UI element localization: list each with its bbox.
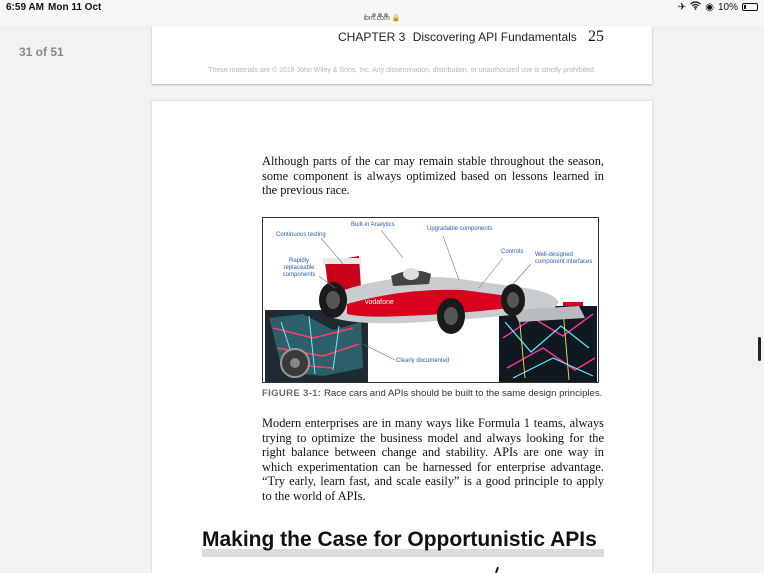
airplane-icon: ✈ xyxy=(677,1,687,13)
copyright-notice: These materials are © 2018 John Wiley & Sons, Inc. Any dissemination, distribution, or unauthorized use is strictly prohibited. xyxy=(208,67,596,74)
label-rapidly-replaceable: Rapidly replaceable components xyxy=(282,258,316,278)
multitasking-dots-icon[interactable] xyxy=(372,4,392,10)
previous-page xyxy=(152,26,652,84)
label-well-designed-interfaces: Well-designed component interfaces xyxy=(535,252,593,265)
running-header xyxy=(338,30,577,44)
battery-percent: 10% xyxy=(717,1,738,13)
status-bar xyxy=(0,0,764,26)
lock-icon: 🔒 xyxy=(391,15,401,22)
figure-number: FIGURE 3-1: xyxy=(262,388,322,399)
battery-charging-icon xyxy=(742,3,758,11)
label-clearly-documented: Clearly documented xyxy=(396,358,450,364)
wifi-icon xyxy=(690,1,701,13)
body-paragraph: Although parts of the car may remain stable throughout the season, some component is always optimized based on lessons learned in the previous race. xyxy=(262,154,604,198)
page-fragment xyxy=(495,567,499,573)
figure-caption xyxy=(262,388,602,399)
address-url[interactable]: ibm.com 🔒 xyxy=(363,15,401,22)
page-counter: 31 of 51 xyxy=(19,45,64,59)
status-time: 6:59 AM xyxy=(6,2,44,13)
figure-race-car xyxy=(262,217,599,383)
status-indicators xyxy=(678,1,758,13)
label-controls: Controls xyxy=(501,249,524,255)
label-built-in-analytics: Built-in Analytics xyxy=(351,222,395,228)
chapter-title: Discovering API Fundamentals xyxy=(412,30,577,44)
current-page xyxy=(152,101,652,573)
figure-caption-text: Race cars and APIs should be built to the same design principles. xyxy=(323,388,603,399)
chapter-label: CHAPTER 3 xyxy=(338,30,406,44)
section-heading: Making the Case for Opportunistic APIs xyxy=(202,528,597,551)
body-paragraph: Modern enterprises are in many ways like Formula 1 teams, always trying to optimize the business model and always looking for the right balance between change and stability. APIs are one way in which experimentation can be harnessed for enterprise advantage. “Try early, learn fast, and scale easily” is a good principle to apply to the world of APIs. xyxy=(262,416,604,503)
orientation-lock-icon: ◉ xyxy=(705,1,714,13)
status-date: Mon 11 Oct xyxy=(48,2,102,13)
scroll-indicator[interactable] xyxy=(758,337,761,361)
label-continuous-testing: Continuous testing xyxy=(276,232,326,238)
car-sponsor-text: vodafone xyxy=(365,299,394,306)
label-upgradable-components: Upgradable components xyxy=(427,226,493,232)
page-number: 25 xyxy=(588,28,604,45)
